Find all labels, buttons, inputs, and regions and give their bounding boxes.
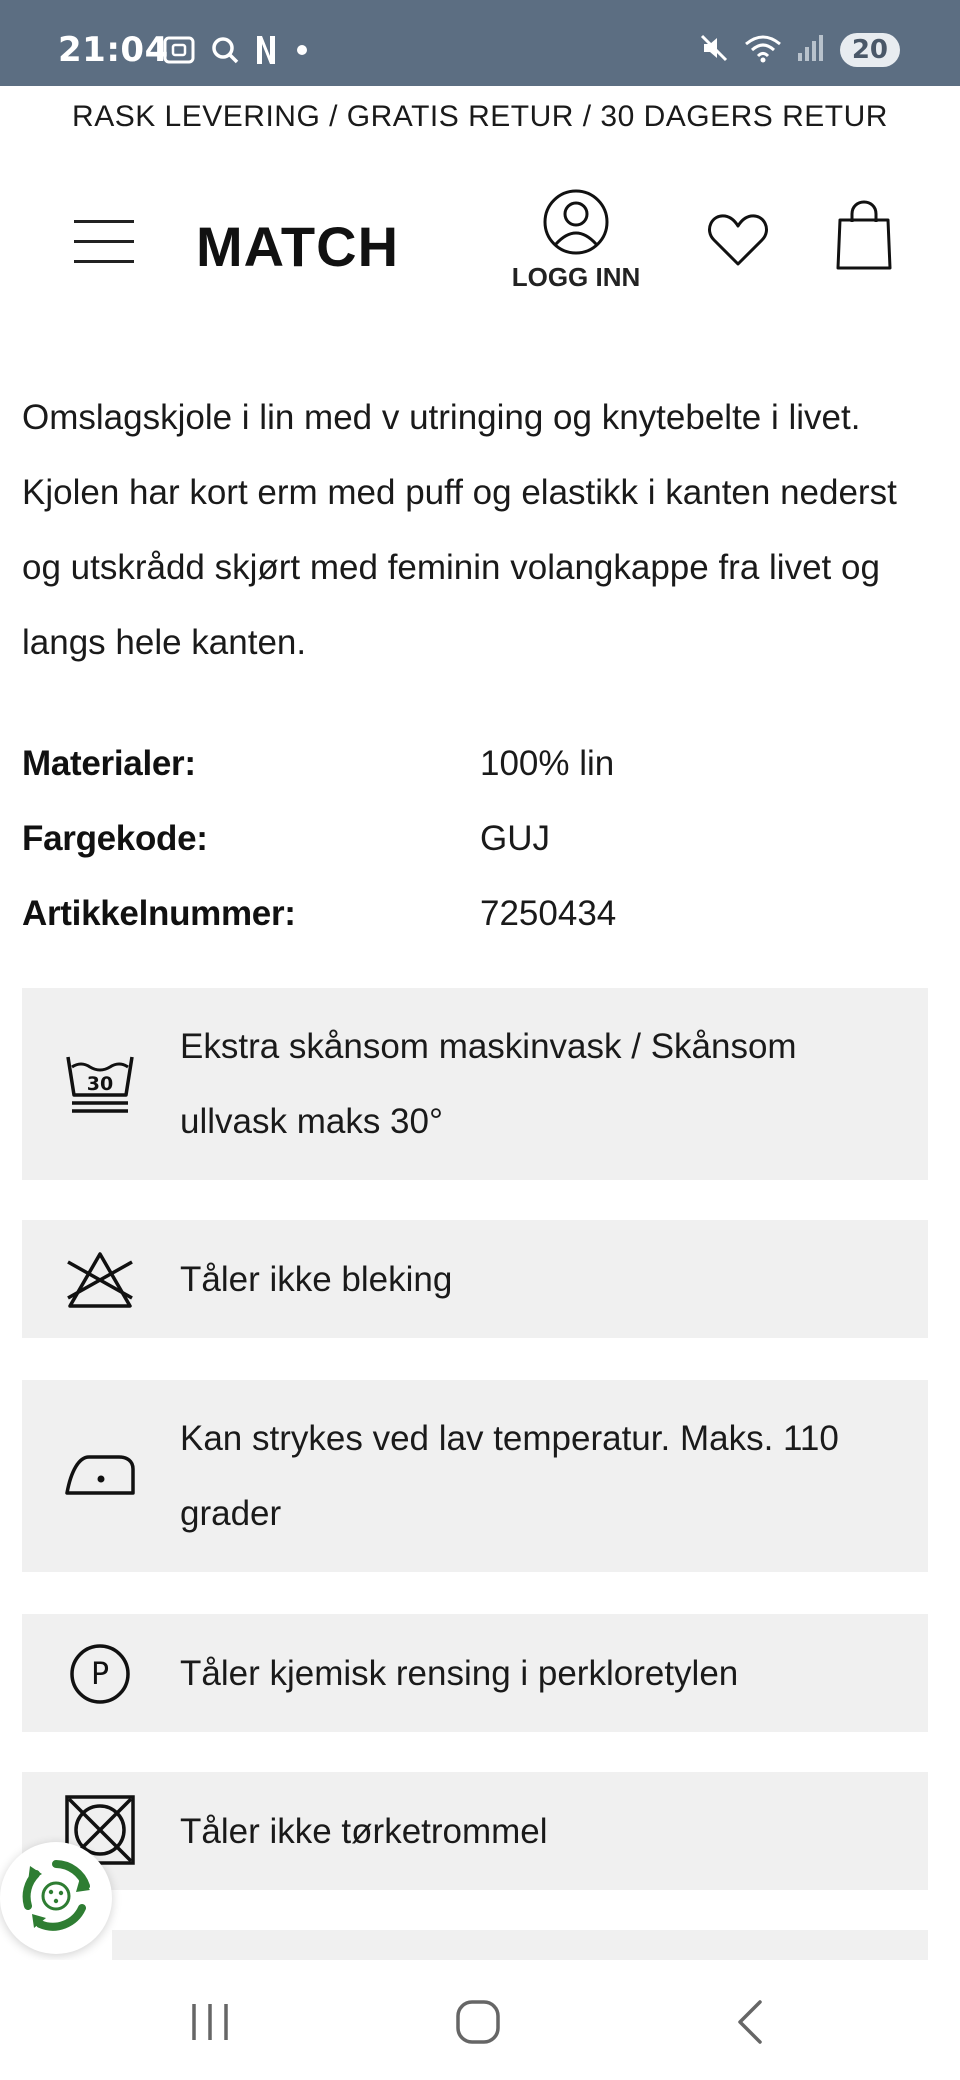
spec-value: 100% lin	[480, 743, 615, 783]
spec-label: Materialer:	[22, 743, 196, 783]
status-icons-right	[698, 32, 900, 68]
dry-clean-p-icon	[62, 1636, 138, 1712]
signal-icon	[796, 33, 826, 67]
mute-icon	[698, 32, 730, 68]
system-nav-bar	[0, 1960, 960, 2080]
status-bar	[0, 0, 960, 86]
promo-banner[interactable]: RASK LEVERING / GRATIS RETUR / 30 DAGERS RETUR	[72, 100, 888, 133]
login-label: LOGG INN	[511, 262, 641, 292]
wifi-icon	[744, 32, 782, 68]
dot-icon	[292, 40, 312, 64]
back-icon	[730, 1998, 770, 2050]
site-logo[interactable]: MATCH	[196, 215, 400, 278]
shopping-bag-icon	[834, 257, 894, 276]
wash-30-icon	[62, 1046, 138, 1122]
search-icon	[210, 35, 240, 69]
care-text: Kan strykes ved lav temperatur. Maks. 110 grader	[180, 1419, 839, 1533]
product-specs	[22, 726, 922, 951]
care-text: Tåler kjemisk rensing i perkloretylen	[180, 1653, 739, 1693]
home-icon	[454, 1998, 502, 2050]
recycle-icon	[16, 1856, 96, 1940]
spec-row-color-code	[22, 801, 922, 876]
home-button[interactable]	[448, 1996, 508, 2052]
login-button[interactable]	[506, 188, 646, 293]
recent-apps-button[interactable]	[180, 1996, 240, 2052]
spec-label: Fargekode:	[22, 818, 208, 858]
menu-icon-bar	[74, 220, 134, 223]
product-description: Omslagskjole i lin med v utringing og knytebelte i livet. Kjolen har kort erm med puff og elastikk i kanten nederst og utskrådd skjørt med feminin volangkappe fra livet og langs hele kanten.	[22, 398, 897, 662]
spec-row-material	[22, 726, 922, 801]
care-card-tumble-dry	[22, 1772, 928, 1890]
netflix-icon	[254, 34, 278, 70]
spec-value: 7250434	[480, 893, 617, 933]
spec-value: GUJ	[480, 818, 550, 858]
heart-icon	[706, 255, 770, 274]
care-text: Tåler ikke tørketrommel	[180, 1811, 548, 1851]
care-text: Tåler ikke bleking	[180, 1259, 453, 1299]
status-icons-left	[162, 34, 312, 70]
spec-row-article-number	[22, 876, 922, 951]
wishlist-button[interactable]	[706, 210, 770, 274]
no-bleach-icon	[62, 1242, 138, 1318]
dry-clean-symbol: P	[90, 1657, 110, 1692]
spec-label: Artikkelnummer:	[22, 893, 296, 933]
screenshot-icon	[162, 35, 196, 69]
recycle-badge-button[interactable]	[0, 1842, 112, 1954]
menu-button[interactable]	[74, 216, 138, 268]
wash-temp-label: 30	[86, 1073, 114, 1095]
back-button[interactable]	[720, 1996, 780, 2052]
menu-icon-bar	[74, 240, 134, 243]
site-header	[0, 170, 960, 310]
iron-low-icon	[62, 1438, 138, 1514]
status-time: 21:04	[58, 30, 169, 70]
menu-icon-bar	[74, 260, 134, 263]
care-card-iron	[22, 1380, 928, 1572]
care-card-dry-clean	[22, 1614, 928, 1732]
care-text: Ekstra skånsom maskinvask / Skånsom ullvask maks 30°	[180, 1027, 797, 1141]
care-card-bleach	[22, 1220, 928, 1338]
recent-apps-icon	[188, 2000, 232, 2048]
cart-button[interactable]	[834, 200, 894, 272]
battery-indicator: 20	[840, 33, 900, 67]
user-icon	[542, 241, 610, 260]
care-card-wash	[22, 988, 928, 1180]
